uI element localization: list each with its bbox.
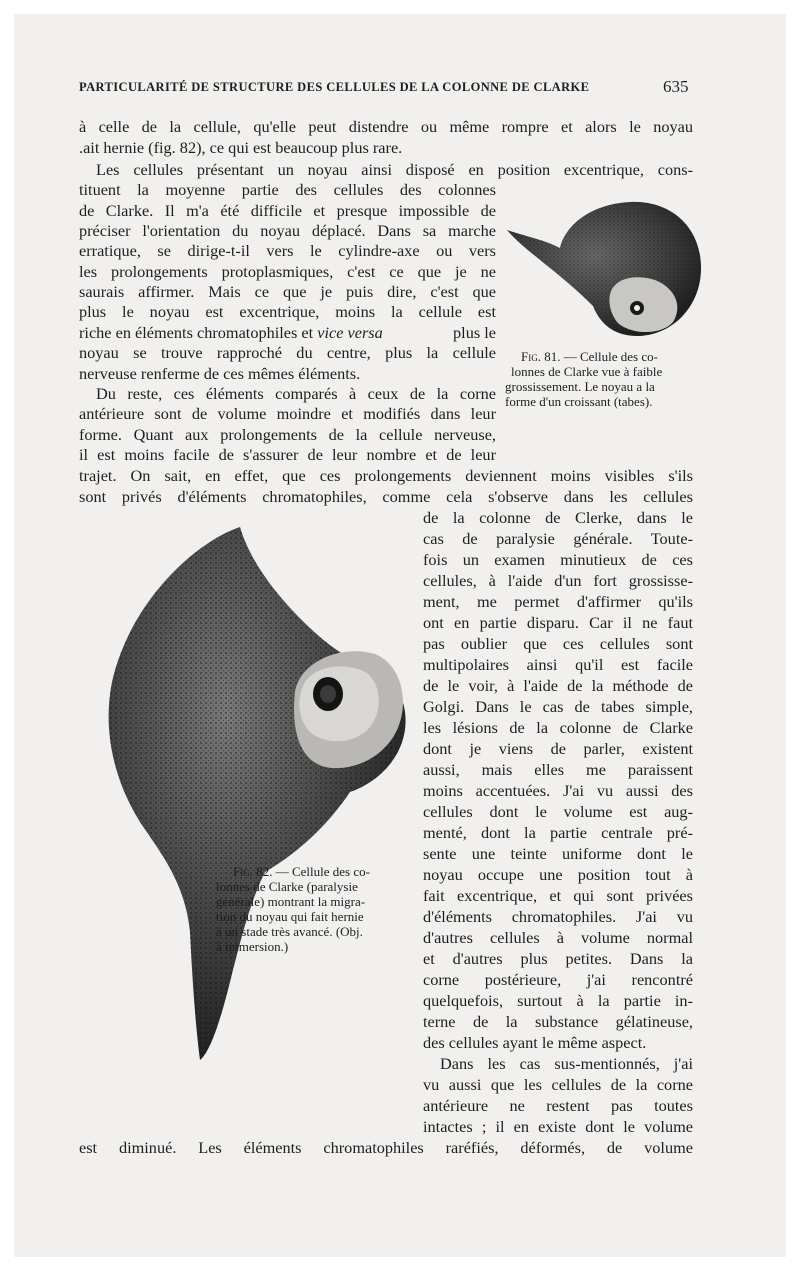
body-line: d'éléments chromatophiles. J'ai vu xyxy=(423,907,693,926)
body-line: Du reste, ces éléments comparés à ceux de la corne xyxy=(96,384,496,403)
body-line: erratique, se dirige-t-il vers le cylindre-axe ou vers xyxy=(79,241,496,260)
body-line: nerveuse renferme de ces mêmes éléments. xyxy=(79,364,361,383)
figure-81-caption-line: forme d'un croissant (tabes). xyxy=(505,394,653,409)
body-line: à celle de la cellule, qu'elle peut distendre ou même rompre et alors le noyau xyxy=(79,117,693,136)
body-line: noyau occupe une position tout à xyxy=(423,865,693,884)
body-line: antérieure sont de volume moindre et modifiés dans leur xyxy=(79,404,496,423)
body-line: menté, dont la partie centrale pré- xyxy=(423,823,693,842)
body-line: quelquefois, surtout à la partie in- xyxy=(423,991,693,1010)
body-line: sont privés d'éléments chromatophiles, comme cela s'observe dans les cellules xyxy=(79,487,693,506)
body-line: est diminué. Les éléments chromatophiles raréfiés, déformés, de volume xyxy=(79,1138,693,1157)
figure-81-caption-line: lonnes de Clarke vue à faible xyxy=(511,364,663,379)
body-line: tituent la moyenne partie des cellules des colonnes xyxy=(79,180,496,199)
body-line: forme. Quant aux prolongements de la cellule nerveuse, xyxy=(79,425,496,444)
body-line: moins accentuées. J'ai vu aussi des xyxy=(423,781,693,800)
body-line: multipolaires ainsi qu'il est facile xyxy=(423,655,693,674)
figure-82-caption-line: tion du noyau qui fait hernie xyxy=(216,909,364,924)
figure-82-caption-line: lonnes de Clarke (paralysie xyxy=(216,879,358,894)
body-line: Dans les cas sus-mentionnés, j'ai xyxy=(440,1054,693,1073)
body-line: terne de la substance gélatineuse, xyxy=(423,1012,693,1031)
body-line: Golgi. Dans le cas de tabes simple, xyxy=(423,697,693,716)
body-line: antérieure ne restent pas toutes xyxy=(423,1096,693,1115)
body-line: de la colonne de Clerke, dans le xyxy=(423,508,693,527)
body-line: trajet. On sait, en effet, que ces prolongements deviennent moins visibles s'ils xyxy=(79,466,693,485)
body-line: plus le noyau est excentrique, moins la cellule est xyxy=(79,302,496,321)
body-line: Les cellules présentant un noyau ainsi disposé en position excentrique, cons- xyxy=(96,160,693,179)
body-line: fait excentrique, et qui sont privées xyxy=(423,886,693,905)
body-line: de Clarke. Il m'a été difficile et presque impossible de xyxy=(79,201,496,220)
body-line: préciser l'orientation du noyau déplacé. Dans sa marche xyxy=(79,221,496,240)
body-line: aussi, mais elles me paraissent xyxy=(423,760,693,779)
figure-81-caption-line: grossissement. Le noyau a la xyxy=(505,379,655,394)
figure-82-caption-line: Fig. 82. — Cellule des co- xyxy=(233,864,370,879)
figure-82-caption-line: à immersion.) xyxy=(216,939,289,954)
body-line: il est moins facile de s'assurer de leur nombre et de leur xyxy=(79,445,496,464)
running-header: PARTICULARITÉ DE STRUCTURE DES CELLULES DE LA COLONNE DE CLARKE xyxy=(79,80,590,94)
body-line: des cellules ayant le même aspect. xyxy=(423,1033,647,1052)
body-line: vu aussi que les cellules de la corne xyxy=(423,1075,693,1094)
body-line: d'autres cellules à volume normal xyxy=(423,928,693,947)
body-line: ment, me permet d'affirmer qu'ils xyxy=(423,592,693,611)
body-line: .ait hernie (fig. 82), ce qui est beaucoup plus rare. xyxy=(79,138,403,157)
figure-82-caption-line: générale) montrant la migra- xyxy=(216,894,366,909)
body-line: fois un examen minutieux de ces xyxy=(423,550,693,569)
body-line: sente une teinte uniforme dont le xyxy=(423,844,693,863)
body-line: riche en éléments chromatophiles et vice versa plus le xyxy=(79,323,496,342)
body-line: cellules dont le volume est aug- xyxy=(423,802,693,821)
page-number: 635 xyxy=(663,77,689,96)
body-line: dont je viens de parler, existent xyxy=(423,739,693,758)
body-line: intactes ; il en existe dont le volume xyxy=(423,1117,693,1136)
figure-81-caption-line: Fig. 81. — Cellule des co- xyxy=(521,349,658,364)
body-line: ont en partie disparu. Car il ne faut xyxy=(423,613,693,632)
body-line: cellules, à l'aide d'un fort grossisse- xyxy=(423,571,693,590)
body-line: cas de paralysie générale. Toute- xyxy=(423,529,693,548)
body-line: les lésions de la colonne de Clarke xyxy=(423,718,693,737)
body-line: saurais affirmer. Mais ce que je puis dire, c'est que xyxy=(79,282,496,301)
body-line: les prolongements protoplasmiques, c'est ce que je ne xyxy=(79,262,496,281)
body-line: pas oublier que ces cellules sont xyxy=(423,634,693,653)
figure-82-cell-illustration xyxy=(100,522,410,1062)
figure-82-caption-line: à un stade très avancé. (Obj. xyxy=(216,924,363,939)
figure-81-cell-illustration xyxy=(505,196,705,346)
body-line: corne postérieure, j'ai rencontré xyxy=(423,970,693,989)
body-line: de le voir, à l'aide de la méthode de xyxy=(423,676,693,695)
body-line: et d'autres plus petites. Dans la xyxy=(423,949,693,968)
body-line: noyau se trouve rapproché du centre, plus la cellule xyxy=(79,343,496,362)
